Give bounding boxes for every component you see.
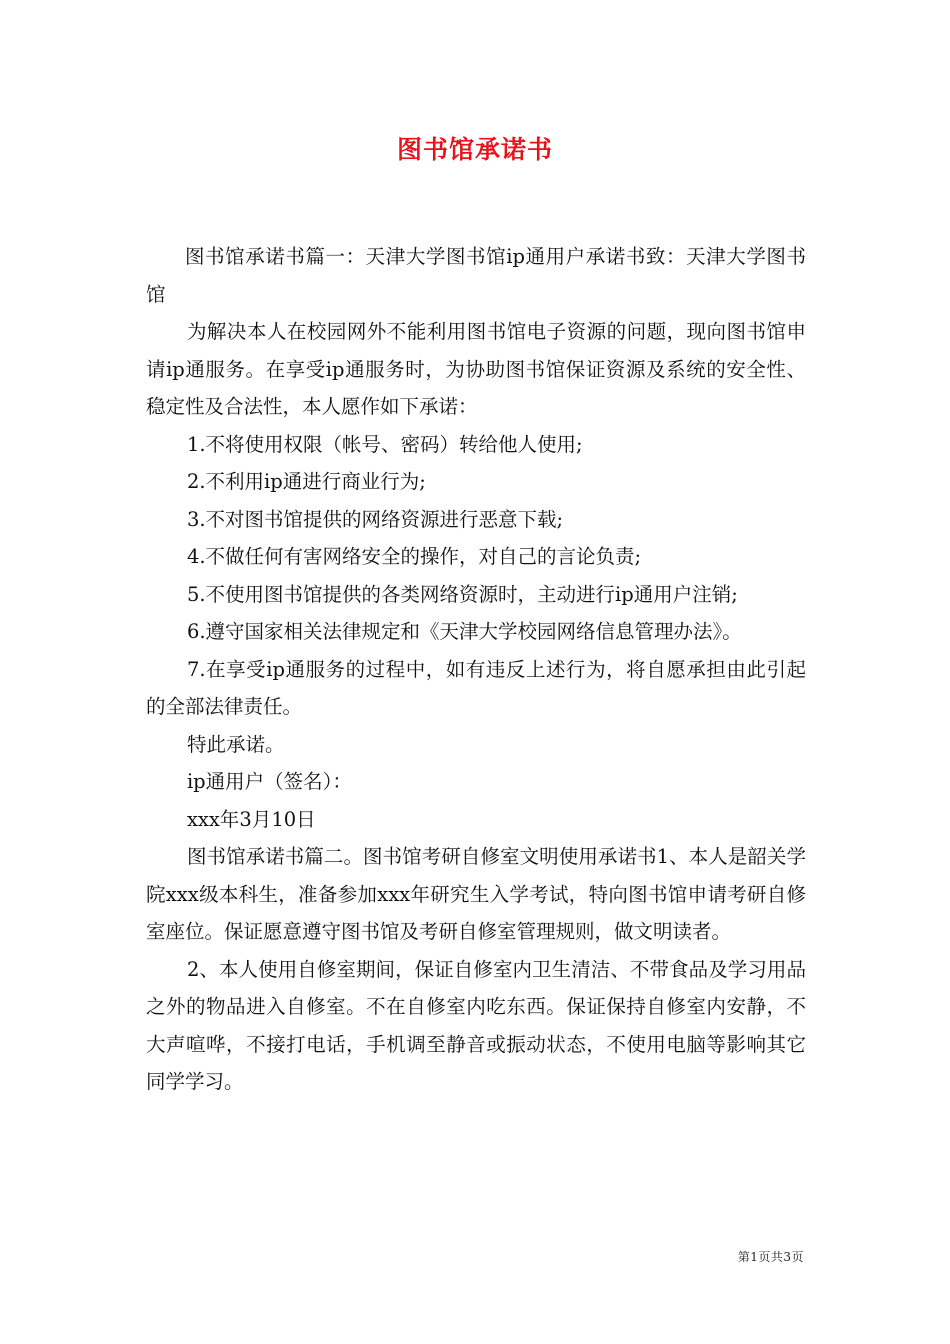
- closing-statement: 特此承诺。: [186, 732, 285, 756]
- paragraph-part-two: 图书馆承诺书篇二。图书馆考研自修室文明使用承诺书1、本人是韶关学院xxx级本科生，准备参加xxx年研究生入学考试，特向图书馆申请考研自修室座位。保证愿意遵守图书馆及考研自修室管理规则，做文明读者。: [146, 845, 806, 943]
- signature-line: ip通用户（签名）：: [186, 770, 352, 793]
- document-body: [146, 238, 806, 1101]
- list-item: 1.不将使用权限（帐号、密码）转给他人使用;: [186, 432, 583, 456]
- list-item: 4.不做任何有害网络安全的操作，对自己的言论负责;: [186, 545, 642, 568]
- list-item: 3.不对图书馆提供的网络资源进行恶意下载;: [186, 507, 564, 531]
- paragraph-purpose: 为解决本人在校园网外不能利用图书馆电子资源的问题，现向图书馆申请ip通服务。在享受ip通服务时，为协助图书馆保证资源及系统的安全性、稳定性及合法性，本人愿作如下承诺：: [146, 320, 806, 418]
- list-item: 6.遵守国家相关法律规定和《天津大学校园网络信息管理办法》。: [186, 620, 742, 643]
- paragraph-part-two-item: 2、本人使用自修室期间，保证自修室内卫生清洁、不带食品及学习用品之外的物品进入自修室。不在自修室内吃东西。保证保持自修室内安静，不大声喧哗，不接打电话，手机调至静音或振动状态，不使用电脑等影响其它同学学习。: [146, 957, 806, 1093]
- date-line: xxx年3月10日: [186, 807, 316, 831]
- list-item: 2.不利用ip通进行商业行为;: [186, 470, 426, 493]
- document-title: 图书馆承诺书: [396, 135, 553, 164]
- page-number: 第1页共3页: [737, 1250, 804, 1264]
- list-item: 5.不使用图书馆提供的各类网络资源时，主动进行ip通用户注销;: [186, 582, 738, 606]
- paragraph-intro: 图书馆承诺书篇一：天津大学图书馆ip通用户承诺书致：天津大学图书馆: [146, 245, 806, 306]
- list-item: 7.在享受ip通服务的过程中，如有违反上述行为，将自愿承担由此引起的全部法律责任。: [146, 657, 806, 718]
